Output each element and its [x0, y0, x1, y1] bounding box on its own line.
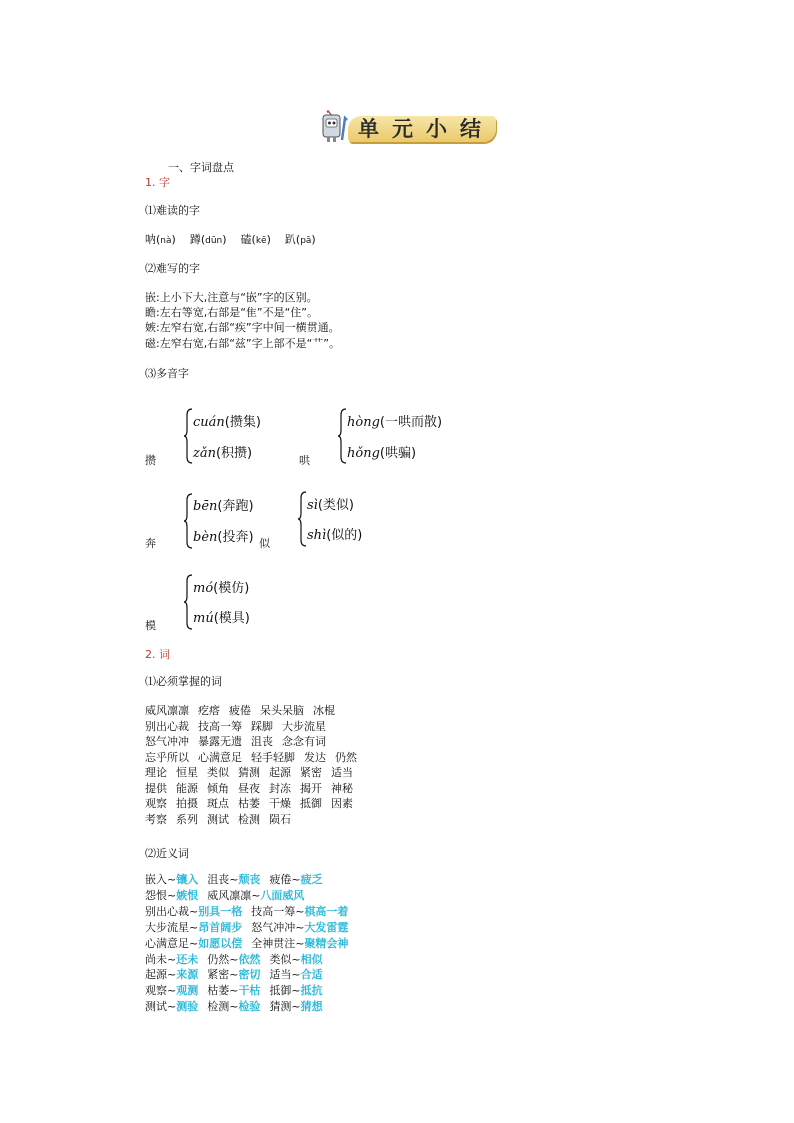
synonym-word: 紧密~: [207, 968, 239, 982]
brace-icon: [297, 491, 307, 547]
word-item: 揭开: [300, 781, 322, 795]
word-item: 适当: [331, 766, 353, 779]
word-item: 封冻: [269, 781, 291, 795]
word-item: 大步流星: [282, 719, 326, 733]
word-item: 干燥: [269, 797, 291, 810]
synonym-word: 疲倦~: [269, 873, 301, 886]
word-item: 抵御: [300, 797, 322, 810]
hard-write-line: 嵌:上小下大,注意与“嵌”字的区别。: [145, 291, 318, 304]
word-row: [145, 765, 353, 781]
synonym-word: 威风凛凛~: [207, 888, 261, 902]
subheading-synonyms: ⑵近义词: [145, 847, 189, 860]
synonym-pair: [251, 937, 348, 950]
word-item: 检测: [238, 812, 260, 826]
word-item: 枯萎: [238, 797, 260, 810]
word-row: [145, 719, 326, 735]
part-heading-characters: 1. 字: [145, 176, 170, 189]
synonym-answer: 聚精会神: [304, 936, 349, 950]
word-item: 倾角: [207, 781, 229, 795]
word-row: [145, 703, 335, 719]
word-item: 技高一筹: [198, 719, 242, 733]
polyphone-char: 哄: [299, 454, 310, 467]
synonym-pair: [207, 1000, 260, 1013]
synonym-pair: [145, 1000, 198, 1013]
synonym-row: [145, 983, 323, 999]
synonym-answer: 来源: [176, 968, 199, 982]
synonym-word: 技高一筹~: [251, 904, 305, 918]
word-item: 昼夜: [238, 781, 260, 795]
word-item: 怒气冲冲: [145, 735, 189, 748]
brace-icon: [183, 493, 193, 549]
synonym-word: 沮丧~: [207, 873, 239, 886]
page-title: 单元小结: [358, 116, 494, 141]
brace-icon: [337, 408, 347, 464]
polyphone-char: 奔: [145, 537, 156, 550]
synonym-answer: 昂首阔步: [198, 920, 243, 934]
subheading-hard-write: ⑵难写的字: [145, 262, 200, 275]
brace-icon: [183, 408, 193, 464]
synonym-word: 全神贯注~: [251, 936, 305, 950]
polyphone-option: mó(模仿): [193, 581, 250, 596]
word-item: 类似: [207, 766, 229, 779]
synonym-answer: 依然: [238, 952, 261, 966]
word-item: 疙瘩: [198, 704, 220, 717]
polyphone-option: zǎn(积攒): [193, 446, 253, 461]
hard-write-line: 嫉:左窄右宽,右部“疾”字中间一横贯通。: [145, 321, 340, 334]
synonym-row: [145, 999, 323, 1015]
synonym-word: 猜测~: [269, 1000, 301, 1014]
hard-read-item: 趴(pā): [284, 233, 316, 246]
synonym-pair: [251, 921, 348, 934]
synonym-answer: 相似: [300, 952, 323, 966]
word-row: [145, 781, 353, 797]
word-row: [145, 796, 353, 812]
synonym-pair: [145, 889, 198, 902]
synonym-pair: [269, 1000, 322, 1013]
synonym-word: 检测~: [207, 1000, 239, 1014]
synonym-answer: 密切: [238, 968, 261, 982]
synonym-pair: [207, 984, 260, 997]
synonym-answer: 疲乏: [300, 873, 323, 886]
word-item: 考察: [145, 812, 167, 826]
synonym-answer: 合适: [300, 968, 323, 982]
synonym-pair: [269, 953, 322, 966]
synonym-pair: [269, 968, 322, 981]
hard-read-item: 呐(nà): [145, 233, 176, 246]
word-item: 沮丧: [251, 735, 273, 748]
synonym-answer: 干枯: [238, 984, 261, 998]
synonym-word: 观察~: [145, 984, 177, 998]
synonym-row: [145, 888, 304, 904]
synonym-pair: [207, 889, 304, 902]
word-item: 心满意足: [198, 750, 242, 764]
polyphone-option: hǒng(哄骗): [347, 446, 417, 461]
polyphone-option: cuán(攒集): [193, 415, 261, 430]
synonym-pair: [207, 873, 260, 886]
synonym-word: 类似~: [269, 952, 301, 966]
synonym-word: 别出心裁~: [145, 904, 199, 918]
hard-write-line: 瞻:左右等宽,右部是“隹”不是“住”。: [145, 306, 318, 319]
word-item: 猜测: [238, 766, 260, 779]
synonym-row: [145, 967, 323, 983]
word-item: 系列: [176, 812, 198, 826]
synonym-answer: 别具一格: [198, 904, 243, 918]
synonym-answer: 如愿以偿: [198, 936, 243, 950]
synonym-answer: 大发雷霆: [304, 920, 349, 934]
word-item: 陨石: [269, 812, 291, 826]
synonym-row: [145, 872, 323, 888]
synonym-pair: [269, 873, 322, 886]
synonym-answer: 测验: [176, 1000, 199, 1014]
word-item: 冰棍: [313, 704, 335, 717]
synonym-word: 心满意足~: [145, 936, 199, 950]
section-heading: 一、字词盘点: [168, 161, 234, 174]
synonym-row: [145, 936, 348, 952]
word-item: 恒星: [176, 766, 198, 779]
synonym-pair: [207, 953, 260, 966]
word-item: 仍然: [335, 750, 357, 764]
synonym-pair: [145, 953, 198, 966]
synonym-word: 大步流星~: [145, 920, 199, 934]
title-banner: [318, 110, 498, 144]
polyphone-char: 模: [145, 619, 156, 632]
word-item: 踩脚: [251, 719, 273, 733]
synonym-word: 怒气冲冲~: [251, 920, 305, 934]
word-item: 呆头呆脑: [260, 704, 304, 717]
synonym-answer: 检验: [238, 1000, 261, 1014]
synonym-answer: 镶入: [176, 873, 199, 886]
brace-icon: [183, 574, 193, 630]
word-item: 发达: [304, 750, 326, 764]
synonym-word: 适当~: [269, 968, 301, 982]
synonym-pair: [251, 905, 348, 918]
part-heading-words: 2. 词: [145, 648, 170, 661]
synonym-word: 起源~: [145, 968, 177, 982]
word-item: 能源: [176, 781, 198, 795]
synonym-answer: 嫉恨: [176, 888, 199, 902]
synonym-word: 尚未~: [145, 952, 177, 966]
synonym-word: 枯萎~: [207, 984, 239, 998]
synonym-answer: 棋高一着: [304, 904, 349, 918]
synonym-answer: 还未: [176, 952, 199, 966]
word-item: 测试: [207, 812, 229, 826]
synonym-pair: [145, 937, 242, 950]
synonym-row: [145, 904, 348, 920]
word-item: 紧密: [300, 766, 322, 779]
synonym-word: 抵御~: [269, 984, 301, 998]
word-item: 理论: [145, 766, 167, 779]
polyphone-option: sì(类似): [307, 498, 354, 513]
synonym-answer: 抵抗: [300, 984, 323, 998]
polyphone-option: mú(模具): [193, 611, 250, 626]
word-row: [145, 750, 357, 766]
word-item: 观察: [145, 797, 167, 810]
synonym-answer: 颓丧: [238, 873, 261, 886]
hard-read-list: [145, 232, 316, 249]
word-item: 因素: [331, 797, 353, 810]
synonym-word: 嵌入~: [145, 873, 177, 886]
polyphone-option: bèn(投奔): [193, 530, 254, 545]
word-item: 轻手轻脚: [251, 750, 295, 764]
synonym-pair: [145, 905, 242, 918]
synonym-pair: [269, 984, 322, 997]
polyphone-option: hòng(一哄而散): [347, 415, 443, 430]
polyphone-option: bēn(奔跑): [193, 499, 254, 514]
subheading-hard-read: ⑴难读的字: [145, 204, 200, 217]
robot-mascot-icon: [318, 110, 348, 144]
synonym-word: 仍然~: [207, 952, 239, 966]
word-row: [145, 812, 291, 828]
word-item: 斑点: [207, 797, 229, 810]
word-item: 起源: [269, 766, 291, 779]
synonym-answer: 猜想: [300, 1000, 323, 1014]
synonym-answer: 观测: [176, 984, 199, 998]
hard-read-item: 磕(kē): [240, 233, 271, 246]
word-item: 忘乎所以: [145, 750, 189, 764]
word-item: 别出心裁: [145, 719, 189, 733]
synonym-row: [145, 920, 348, 936]
hard-write-line: 磁:左窄右宽,右部“兹”字上部不是“艹”。: [145, 337, 340, 350]
word-row: [145, 734, 326, 750]
synonym-row: [145, 952, 323, 968]
polyphone-char: 似: [259, 537, 270, 550]
word-item: 拍摄: [176, 797, 198, 810]
word-item: 提供: [145, 781, 167, 795]
hard-read-item: 蹲(dūn): [189, 233, 227, 246]
synonym-word: 测试~: [145, 1000, 177, 1014]
polyphone-option: shì(似的): [307, 528, 363, 543]
subheading-polyphones: ⑶多音字: [145, 367, 189, 380]
word-item: 念念有词: [282, 735, 326, 748]
synonym-pair: [145, 921, 242, 934]
word-item: 疲倦: [229, 704, 251, 717]
synonym-pair: [145, 968, 198, 981]
synonym-answer: 八面威风: [260, 888, 305, 902]
synonym-pair: [207, 968, 260, 981]
subheading-must-words: ⑴必须掌握的词: [145, 675, 222, 688]
synonym-pair: [145, 873, 198, 886]
synonym-pair: [145, 984, 198, 997]
word-item: 神秘: [331, 781, 353, 795]
word-item: 威风凛凛: [145, 704, 189, 717]
polyphone-char: 攒: [145, 454, 156, 467]
synonym-word: 怨恨~: [145, 888, 177, 902]
word-item: 暴露无遗: [198, 735, 242, 748]
